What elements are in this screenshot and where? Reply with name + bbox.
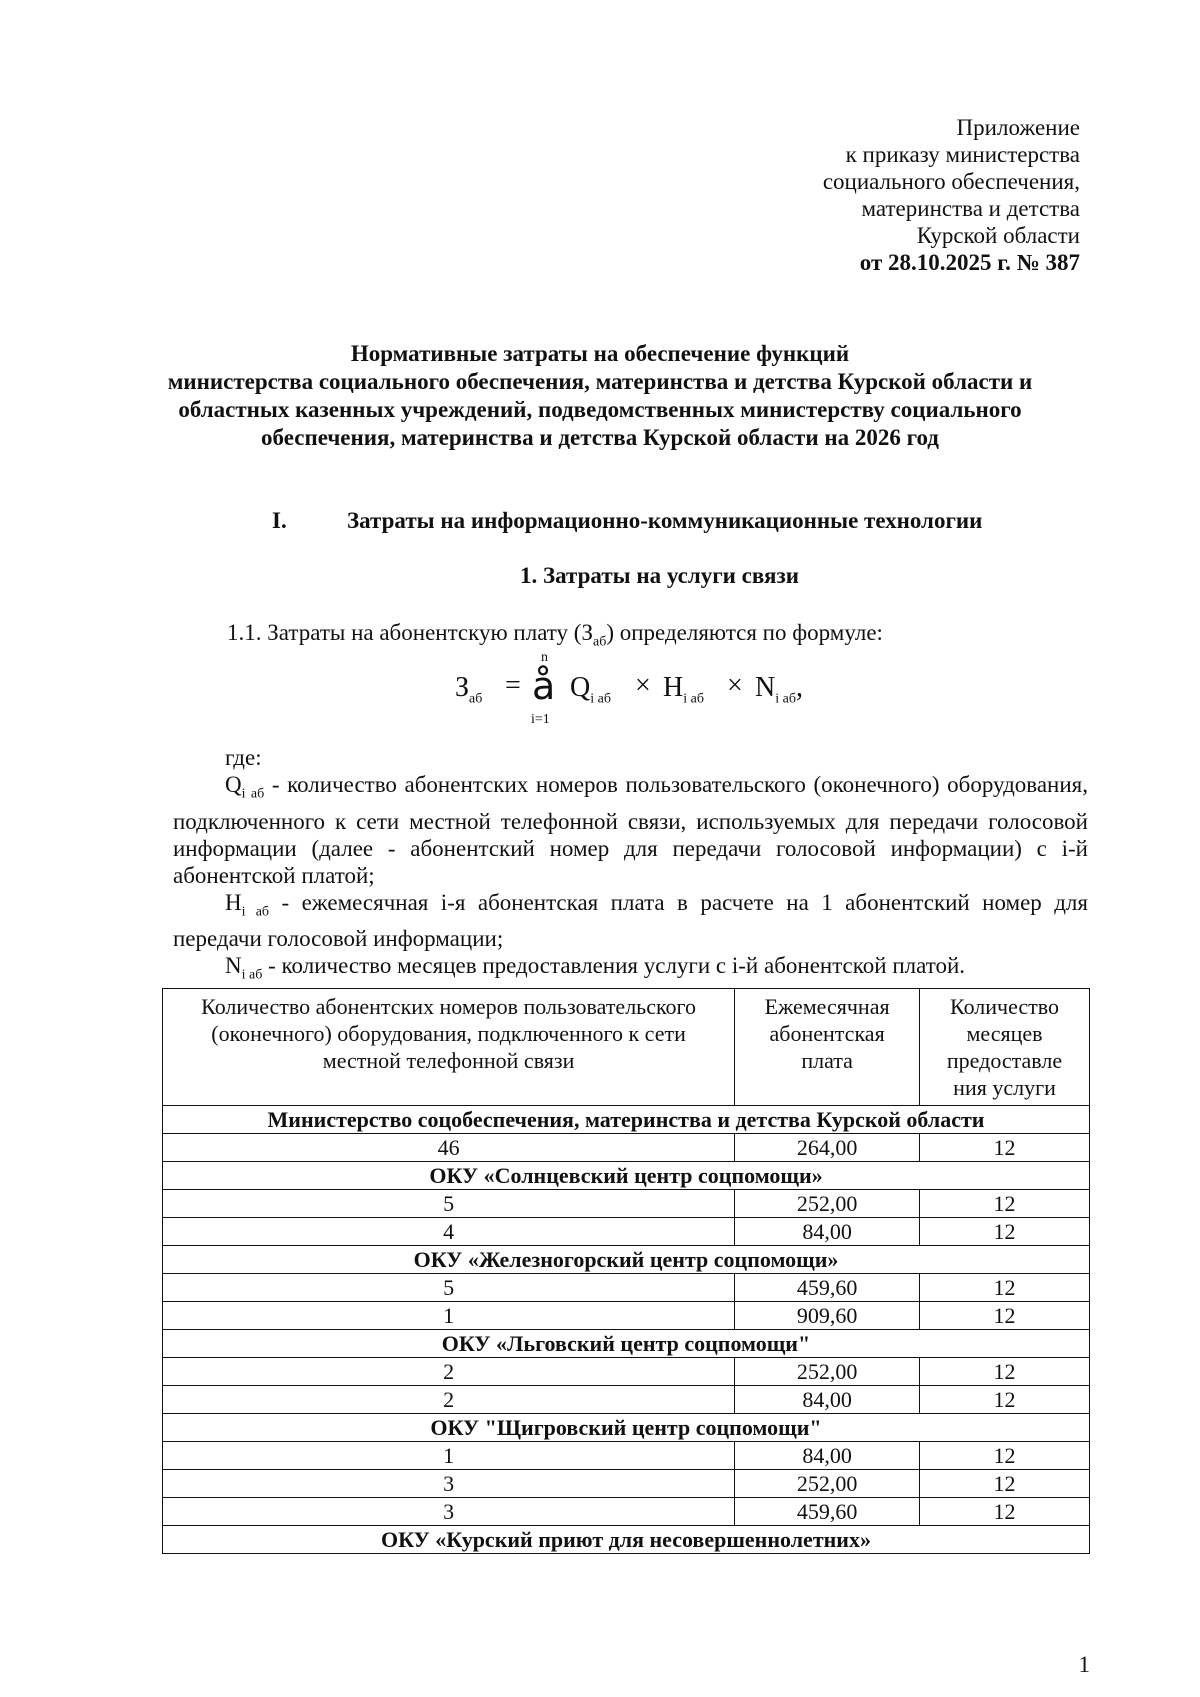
group-name: ОКУ «Железногорский центр соцпомощи» [163, 1246, 1090, 1274]
formula-n [755, 672, 803, 708]
table-row [163, 1358, 1090, 1386]
table-row [163, 1302, 1090, 1330]
subsection-title: 1. Затраты на услуги связи [520, 563, 799, 588]
table-row [163, 1218, 1090, 1246]
cell-months: 12 [920, 1190, 1090, 1218]
appendix-line: к приказу министерства [845, 142, 1080, 167]
cell-count: 4 [163, 1218, 735, 1246]
table-row [163, 1190, 1090, 1218]
sum-icon: å [532, 664, 556, 708]
table-header-row [163, 989, 1090, 1106]
definition-sub: i аб [241, 967, 263, 983]
appendix-line: Курской области [916, 223, 1080, 248]
table-group-row [163, 1526, 1090, 1554]
table-group-row [163, 1106, 1090, 1134]
definition-text: - количество месяцев предоставления услуги с i-й абонентской платой. [262, 953, 966, 979]
title-line: обеспечения, материнства и детства Курской области на 2026 год [261, 425, 939, 450]
table-row [163, 1470, 1090, 1498]
cell-count: 46 [163, 1134, 735, 1162]
formula-n-symbol: N [755, 672, 776, 703]
times-icon: × [727, 670, 743, 701]
cell-count: 5 [163, 1190, 735, 1218]
formula-q [570, 672, 611, 708]
definition-text: - количество абонентских номеров пользовательского (оконечного) оборудования, подключенного к сети местной телефонной связи, используемых для передачи голосовой информации (далее - абонентский номер для передачи голосовой информации) с i-й абонентской платой; [173, 772, 1088, 888]
formula-h-symbol: H [663, 672, 684, 703]
definition-sub: i аб [241, 904, 270, 920]
title-line: министерства социального обеспечения, материнства и детства Курской области и [167, 369, 1033, 394]
group-name: ОКУ «Льговский центр соцпомощи" [163, 1330, 1090, 1358]
table-group-row [163, 1162, 1090, 1190]
intro-text: 1.1. Затраты на абонентскую плату (З [227, 620, 593, 645]
page-number: 1 [1078, 1652, 1090, 1677]
table-group-row [163, 1414, 1090, 1442]
cell-fee: 264,00 [735, 1134, 920, 1162]
cell-months: 12 [920, 1302, 1090, 1330]
cell-count: 3 [163, 1470, 735, 1498]
formula-lhs-symbol: З [455, 672, 470, 703]
group-name: ОКУ «Курский приют для несовершеннолетних» [163, 1526, 1090, 1554]
cell-fee: 252,00 [735, 1190, 920, 1218]
cell-fee: 252,00 [735, 1470, 920, 1498]
table-body [163, 1106, 1090, 1554]
cell-fee: 84,00 [735, 1386, 920, 1414]
table-row [163, 1498, 1090, 1526]
table-group-row [163, 1330, 1090, 1358]
group-name: ОКУ "Щигровский центр соцпомощи" [163, 1414, 1090, 1442]
cell-months: 12 [920, 1358, 1090, 1386]
formula-end: , [795, 672, 803, 703]
cell-fee: 252,00 [735, 1358, 920, 1386]
cell-count: 5 [163, 1274, 735, 1302]
formula-q-symbol: Q [570, 672, 591, 703]
cell-count: 1 [163, 1442, 735, 1470]
appendix-line: социального обеспечения, [822, 169, 1080, 194]
cell-months: 12 [920, 1442, 1090, 1470]
formula-q-sub: i аб [590, 691, 611, 707]
subscription-table [162, 988, 1090, 1554]
table-group-row [163, 1246, 1090, 1274]
cell-fee: 909,60 [735, 1302, 920, 1330]
group-name: ОКУ «Солнцевский центр соцпомощи» [163, 1162, 1090, 1190]
cell-fee: 84,00 [735, 1218, 920, 1246]
header-monthly-fee: Ежемесячная абонентская плата [735, 989, 920, 1106]
times-icon: × [635, 670, 651, 701]
appendix-header [823, 114, 1080, 276]
formula-lhs [455, 672, 482, 708]
formula [455, 650, 815, 730]
definitions [173, 744, 1088, 989]
definition-item [173, 952, 1088, 989]
table-row [163, 1274, 1090, 1302]
intro-sub: аб [593, 634, 607, 650]
document-title [100, 340, 1100, 452]
formula-lhs-sub: аб [469, 691, 483, 707]
title-line: областных казенных учреждений, подведомственных министерству социального [178, 397, 1022, 422]
formula-lower-limit: i=1 [531, 712, 550, 727]
formula-h-sub: i аб [683, 691, 704, 707]
intro-end: ) определяются по формуле: [606, 620, 883, 645]
formula-equals: = [505, 670, 521, 701]
formula-h [663, 672, 704, 708]
cell-months: 12 [920, 1134, 1090, 1162]
appendix-line: материнства и детства [861, 196, 1080, 221]
formula-upper-limit: n [541, 650, 548, 665]
header-numbers: Количество абонентских номеров пользовательского (оконечного) оборудования, подключенного к сети местной телефонной связи [163, 989, 735, 1106]
section-number: I. [272, 508, 287, 533]
table-row [163, 1386, 1090, 1414]
cell-fee: 459,60 [735, 1498, 920, 1526]
definition-symbol: N [225, 953, 242, 979]
cell-count: 1 [163, 1302, 735, 1330]
definition-symbol: Q [225, 772, 242, 797]
cell-count: 2 [163, 1358, 735, 1386]
definition-item [173, 889, 1088, 953]
table-row [163, 1134, 1090, 1162]
appendix-line: Приложение [956, 115, 1080, 140]
definition-symbol: H [225, 889, 242, 915]
cell-months: 12 [920, 1498, 1090, 1526]
cell-months: 12 [920, 1274, 1090, 1302]
definition-sub: i аб [241, 786, 265, 802]
cell-months: 12 [920, 1386, 1090, 1414]
cell-fee: 84,00 [735, 1442, 920, 1470]
cell-count: 3 [163, 1498, 735, 1526]
section-title: Затраты на информационно-коммуникационные технологии [347, 508, 983, 533]
cell-months: 12 [920, 1470, 1090, 1498]
definition-item [173, 771, 1088, 889]
cell-count: 2 [163, 1386, 735, 1414]
header-months: Количество месяцев предоставле ния услуги [920, 989, 1090, 1106]
group-name: Министерство соцобеспечения, материнства и детства Курской области [163, 1106, 1090, 1134]
cell-fee: 459,60 [735, 1274, 920, 1302]
intro-paragraph [227, 620, 883, 651]
definition-text: - ежемесячная i-я абонентская плата в расчете на 1 абонентский номер для передачи голосовой информации; [173, 889, 1088, 952]
table-row [163, 1442, 1090, 1470]
title-line: Нормативные затраты на обеспечение функций [350, 341, 850, 366]
formula-n-sub: i аб [775, 691, 796, 707]
order-reference: от 28.10.2025 г. № 387 [859, 250, 1080, 275]
where-label: где: [225, 745, 262, 770]
cell-months: 12 [920, 1218, 1090, 1246]
